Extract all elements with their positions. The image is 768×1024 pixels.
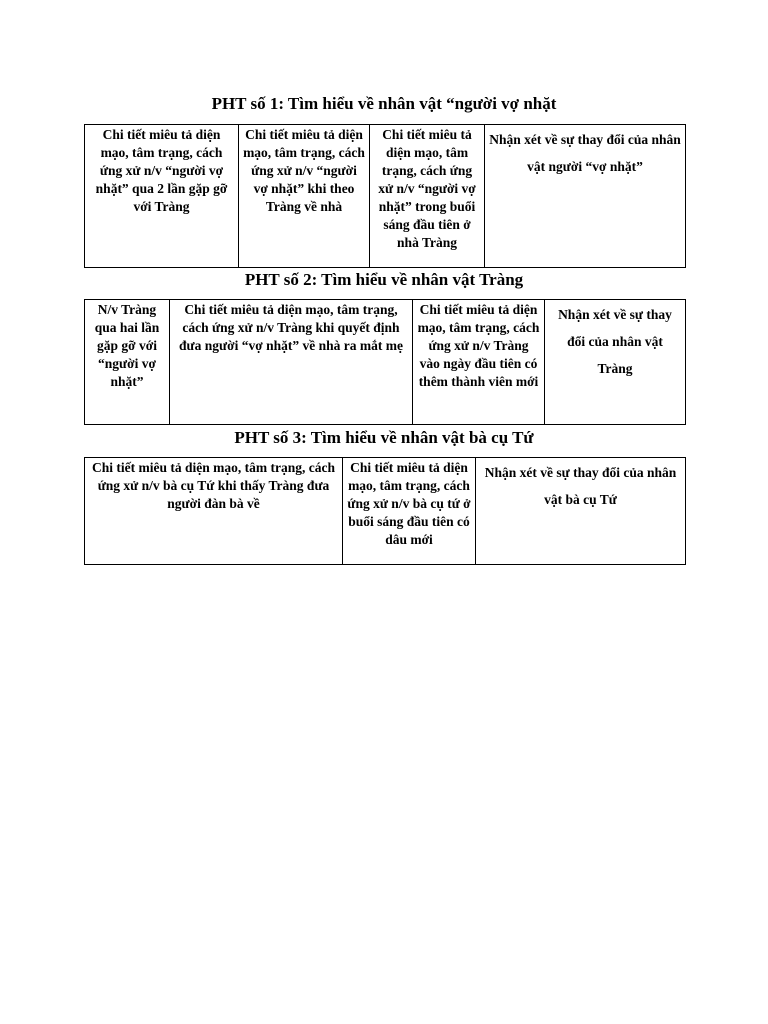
sheet-2-title: PHT số 2: Tìm hiểu về nhân vật Tràng — [244, 270, 524, 289]
sheet-1-col-3-header: Chi tiết miêu tả diện mạo, tâm trạng, cách ứng xử n/v “người vợ nhặt” trong buổi sáng đầu tiên ở nhà Tràng — [370, 125, 485, 268]
table-row — [85, 125, 686, 268]
sheet-1-col-1-header: Chi tiết miêu tả diện mạo, tâm trạng, cách ứng xử n/v “người vợ nhặt” qua 2 lần gặp gỡ với Tràng — [85, 125, 239, 268]
sheet-3-col-3-header: Nhận xét về sự thay đổi của nhân vật bà cụ Tứ — [476, 458, 686, 565]
sheet-2-col-3-header: Chi tiết miêu tả diện mạo, tâm trạng, cách ứng xử n/v Tràng vào ngày đầu tiên có thêm thành viên mới — [413, 300, 545, 425]
sheet-2-table — [84, 299, 686, 425]
table-row — [85, 458, 686, 565]
sheet-2-col-4-header: Nhận xét về sự thay đổi của nhân vật Tràng — [545, 300, 686, 425]
sheet-2-col-2-header: Chi tiết miêu tả diện mạo, tâm trạng, cách ứng xử n/v Tràng khi quyết định đưa người “vợ nhặt” về nhà ra mắt mẹ — [170, 300, 413, 425]
table-row — [85, 300, 686, 425]
sheet-3-col-2-header: Chi tiết miêu tả diện mạo, tâm trạng, cách ứng xử n/v bà cụ tứ ở buổi sáng đầu tiên có dâu mới — [343, 458, 476, 565]
sheet-1-col-4-header: Nhận xét về sự thay đổi của nhân vật người “vợ nhặt” — [485, 125, 686, 268]
sheet-2-col-1-header: N/v Tràng qua hai lần gặp gỡ với “người vợ nhặt” — [85, 300, 170, 425]
sheet-3-title: PHT số 3: Tìm hiểu về nhân vật bà cụ Tứ — [234, 428, 534, 447]
sheet-1-title: PHT số 1: Tìm hiểu về nhân vật “người vợ nhặt — [211, 94, 557, 113]
sheet-3-col-1-header: Chi tiết miêu tả diện mạo, tâm trạng, cách ứng xử n/v bà cụ Tứ khi thấy Tràng đưa người đàn bà về — [85, 458, 343, 565]
sheet-1-table — [84, 124, 686, 268]
sheet-3-table — [84, 457, 686, 565]
sheet-1-col-2-header: Chi tiết miêu tả diện mạo, tâm trạng, cách ứng xử n/v “người vợ nhặt” khi theo Tràng về nhà — [239, 125, 370, 268]
